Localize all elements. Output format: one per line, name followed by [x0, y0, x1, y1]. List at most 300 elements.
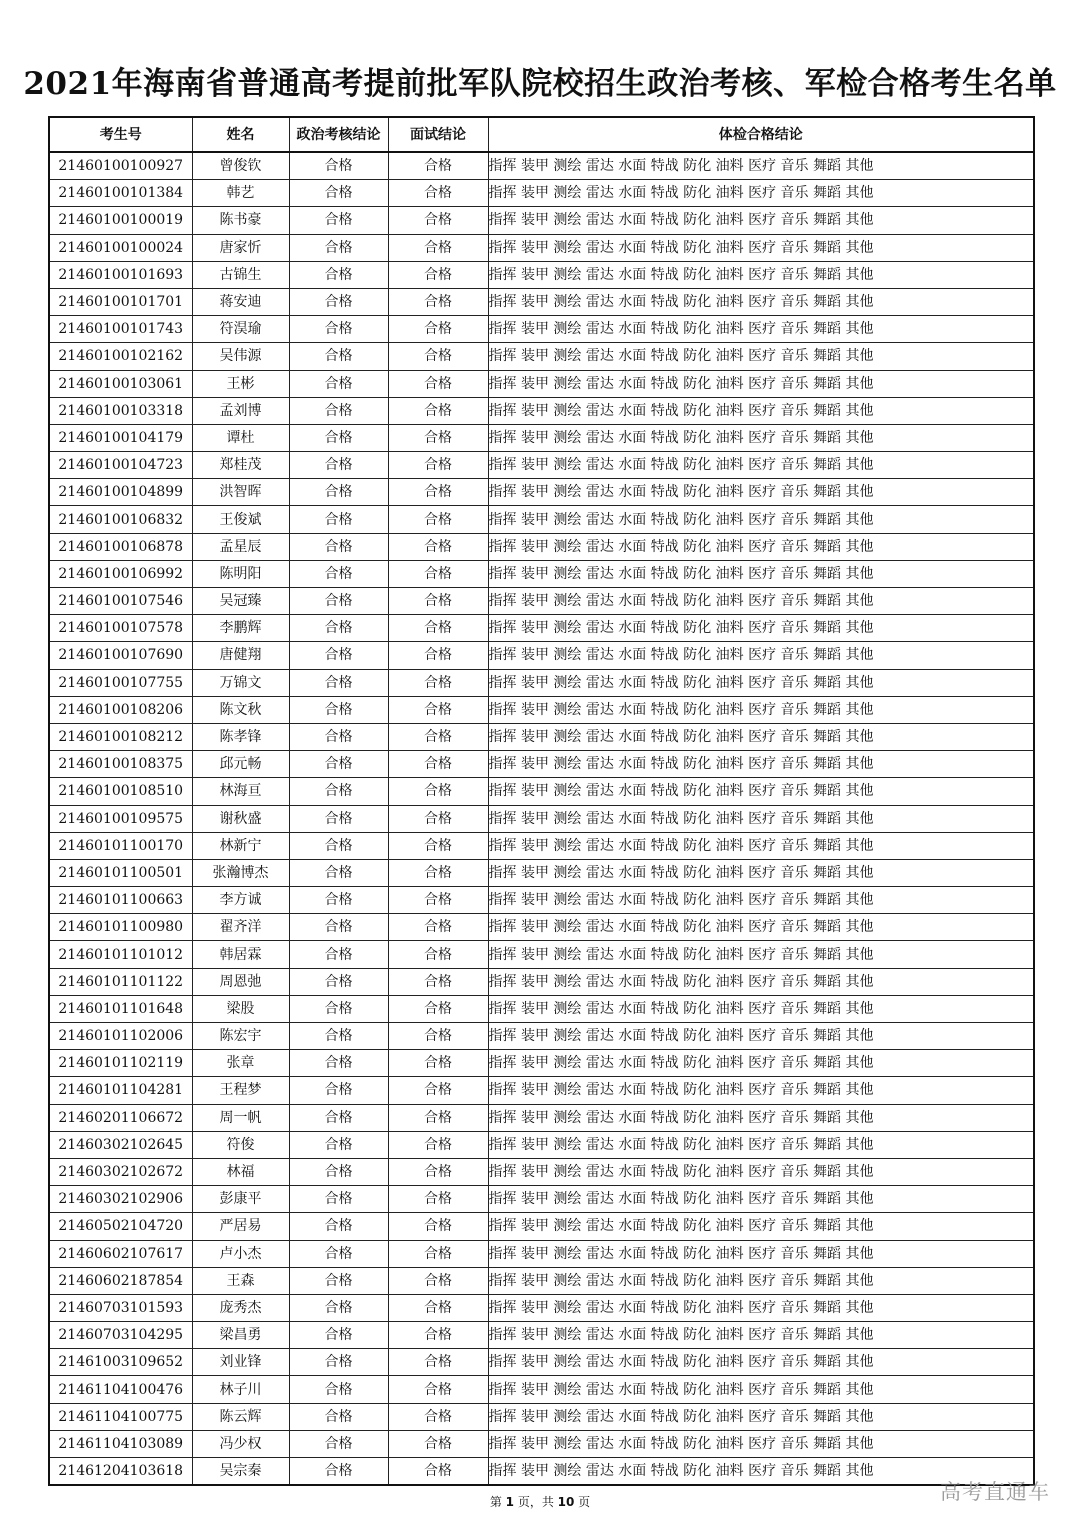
cell-interview: 合格 [388, 1403, 488, 1430]
table-row [49, 152, 1034, 180]
cell-interview: 合格 [388, 1458, 488, 1486]
cell-medical-exam: 指挥 装甲 测绘 雷达 水面 特战 防化 油料 医疗 音乐 舞蹈 其他 [488, 588, 1034, 615]
table-row [49, 533, 1034, 560]
cell-political-review: 合格 [289, 1322, 388, 1349]
cell-exam-id: 21460100106832 [49, 506, 192, 533]
cell-political-review: 合格 [289, 1186, 388, 1213]
cell-medical-exam: 指挥 装甲 测绘 雷达 水面 特战 防化 油料 医疗 音乐 舞蹈 其他 [488, 615, 1034, 642]
cell-medical-exam: 指挥 装甲 测绘 雷达 水面 特战 防化 油料 医疗 音乐 舞蹈 其他 [488, 1158, 1034, 1185]
cell-name: 张瀚博杰 [192, 859, 289, 886]
cell-political-review: 合格 [289, 751, 388, 778]
cell-interview: 合格 [388, 288, 488, 315]
cell-medical-exam: 指挥 装甲 测绘 雷达 水面 特战 防化 油料 医疗 音乐 舞蹈 其他 [488, 968, 1034, 995]
cell-exam-id: 21460100101384 [49, 180, 192, 207]
cell-exam-id: 21460100106992 [49, 560, 192, 587]
candidate-table [48, 116, 1035, 1486]
cell-exam-id: 21460100100927 [49, 152, 192, 180]
cell-exam-id: 21460201106672 [49, 1104, 192, 1131]
cell-exam-id: 21460100101743 [49, 316, 192, 343]
cell-political-review: 合格 [289, 1050, 388, 1077]
table-row [49, 751, 1034, 778]
cell-interview: 合格 [388, 234, 488, 261]
cell-political-review: 合格 [289, 1376, 388, 1403]
cell-medical-exam: 指挥 装甲 测绘 雷达 水面 特战 防化 油料 医疗 音乐 舞蹈 其他 [488, 288, 1034, 315]
cell-interview: 合格 [388, 506, 488, 533]
cell-name: 陈宏宇 [192, 1023, 289, 1050]
cell-exam-id: 21460100107546 [49, 588, 192, 615]
cell-political-review: 合格 [289, 397, 388, 424]
header-interview: 面试结论 [388, 117, 488, 152]
table-row [49, 261, 1034, 288]
cell-political-review: 合格 [289, 1267, 388, 1294]
cell-interview: 合格 [388, 1077, 488, 1104]
cell-political-review: 合格 [289, 914, 388, 941]
table-row [49, 1267, 1034, 1294]
table-row [49, 1403, 1034, 1430]
cell-name: 吴冠臻 [192, 588, 289, 615]
cell-medical-exam: 指挥 装甲 测绘 雷达 水面 特战 防化 油料 医疗 音乐 舞蹈 其他 [488, 397, 1034, 424]
cell-political-review: 合格 [289, 995, 388, 1022]
cell-name: 严居易 [192, 1213, 289, 1240]
cell-exam-id: 21460100108510 [49, 778, 192, 805]
cell-exam-id: 21460101102006 [49, 1023, 192, 1050]
table-row [49, 207, 1034, 234]
cell-exam-id: 21460100101693 [49, 261, 192, 288]
table-row [49, 343, 1034, 370]
cell-political-review: 合格 [289, 887, 388, 914]
cell-name: 陈文秋 [192, 696, 289, 723]
cell-political-review: 合格 [289, 1403, 388, 1430]
table-row [49, 832, 1034, 859]
cell-name: 吴宗秦 [192, 1458, 289, 1486]
cell-exam-id: 21460100107578 [49, 615, 192, 642]
table-row [49, 1158, 1034, 1185]
cell-exam-id: 21461104100476 [49, 1376, 192, 1403]
table-row [49, 1349, 1034, 1376]
cell-name: 翟齐洋 [192, 914, 289, 941]
cell-political-review: 合格 [289, 1430, 388, 1457]
cell-exam-id: 21460100108206 [49, 696, 192, 723]
cell-medical-exam: 指挥 装甲 测绘 雷达 水面 特战 防化 油料 医疗 音乐 舞蹈 其他 [488, 1349, 1034, 1376]
cell-name: 陈孝锋 [192, 723, 289, 750]
cell-exam-id: 21460100108212 [49, 723, 192, 750]
cell-exam-id: 21460502104720 [49, 1213, 192, 1240]
cell-name: 曾俊钦 [192, 152, 289, 180]
cell-political-review: 合格 [289, 941, 388, 968]
cell-medical-exam: 指挥 装甲 测绘 雷达 水面 特战 防化 油料 医疗 音乐 舞蹈 其他 [488, 152, 1034, 180]
cell-interview: 合格 [388, 832, 488, 859]
cell-interview: 合格 [388, 588, 488, 615]
cell-exam-id: 21460602187854 [49, 1267, 192, 1294]
cell-name: 吴伟源 [192, 343, 289, 370]
cell-medical-exam: 指挥 装甲 测绘 雷达 水面 特战 防化 油料 医疗 音乐 舞蹈 其他 [488, 1104, 1034, 1131]
cell-medical-exam: 指挥 装甲 测绘 雷达 水面 特战 防化 油料 医疗 音乐 舞蹈 其他 [488, 859, 1034, 886]
cell-political-review: 合格 [289, 778, 388, 805]
cell-interview: 合格 [388, 1131, 488, 1158]
cell-interview: 合格 [388, 1349, 488, 1376]
table-row [49, 723, 1034, 750]
cell-exam-id: 21460302102645 [49, 1131, 192, 1158]
table-row [49, 479, 1034, 506]
cell-political-review: 合格 [289, 261, 388, 288]
cell-interview: 合格 [388, 261, 488, 288]
cell-exam-id: 21460100103318 [49, 397, 192, 424]
cell-political-review: 合格 [289, 1349, 388, 1376]
cell-political-review: 合格 [289, 1104, 388, 1131]
table-row [49, 615, 1034, 642]
cell-political-review: 合格 [289, 669, 388, 696]
cell-medical-exam: 指挥 装甲 测绘 雷达 水面 特战 防化 油料 医疗 音乐 舞蹈 其他 [488, 723, 1034, 750]
cell-interview: 合格 [388, 887, 488, 914]
cell-political-review: 合格 [289, 588, 388, 615]
cell-interview: 合格 [388, 1186, 488, 1213]
cell-interview: 合格 [388, 207, 488, 234]
table-row [49, 1376, 1034, 1403]
cell-exam-id: 21460100109575 [49, 805, 192, 832]
table-row [49, 696, 1034, 723]
cell-name: 梁股 [192, 995, 289, 1022]
cell-name: 林新宁 [192, 832, 289, 859]
cell-medical-exam: 指挥 装甲 测绘 雷达 水面 特战 防化 油料 医疗 音乐 舞蹈 其他 [488, 560, 1034, 587]
cell-exam-id: 21460101100663 [49, 887, 192, 914]
cell-medical-exam: 指挥 装甲 测绘 雷达 水面 特战 防化 油料 医疗 音乐 舞蹈 其他 [488, 696, 1034, 723]
cell-political-review: 合格 [289, 968, 388, 995]
cell-political-review: 合格 [289, 1131, 388, 1158]
cell-interview: 合格 [388, 1104, 488, 1131]
cell-medical-exam: 指挥 装甲 测绘 雷达 水面 特战 防化 油料 医疗 音乐 舞蹈 其他 [488, 506, 1034, 533]
cell-medical-exam: 指挥 装甲 测绘 雷达 水面 特战 防化 油料 医疗 音乐 舞蹈 其他 [488, 343, 1034, 370]
table-row [49, 887, 1034, 914]
cell-name: 孟星辰 [192, 533, 289, 560]
cell-medical-exam: 指挥 装甲 测绘 雷达 水面 特战 防化 油料 医疗 音乐 舞蹈 其他 [488, 1050, 1034, 1077]
cell-political-review: 合格 [289, 506, 388, 533]
page-footer [0, 1493, 1080, 1510]
cell-exam-id: 21461104103089 [49, 1430, 192, 1457]
cell-name: 谢秋盛 [192, 805, 289, 832]
footer-middle: 页，共 [514, 1495, 558, 1509]
cell-name: 梁昌勇 [192, 1322, 289, 1349]
cell-interview: 合格 [388, 669, 488, 696]
cell-exam-id: 21460100104899 [49, 479, 192, 506]
cell-medical-exam: 指挥 装甲 测绘 雷达 水面 特战 防化 油料 医疗 音乐 舞蹈 其他 [488, 832, 1034, 859]
header-exam-id: 考生号 [49, 117, 192, 152]
cell-medical-exam: 指挥 装甲 测绘 雷达 水面 特战 防化 油料 医疗 音乐 舞蹈 其他 [488, 1430, 1034, 1457]
cell-interview: 合格 [388, 995, 488, 1022]
cell-medical-exam: 指挥 装甲 测绘 雷达 水面 特战 防化 油料 医疗 音乐 舞蹈 其他 [488, 234, 1034, 261]
table-row [49, 424, 1034, 451]
cell-interview: 合格 [388, 180, 488, 207]
cell-exam-id: 21460100107755 [49, 669, 192, 696]
cell-name: 周恩弛 [192, 968, 289, 995]
table-row [49, 1077, 1034, 1104]
page-title: 2021年海南省普通高考提前批军队院校招生政治考核、军检合格考生名单 [23, 66, 1057, 102]
cell-exam-id: 21460100102162 [49, 343, 192, 370]
cell-exam-id: 21461104100775 [49, 1403, 192, 1430]
cell-medical-exam: 指挥 装甲 测绘 雷达 水面 特战 防化 油料 医疗 音乐 舞蹈 其他 [488, 479, 1034, 506]
table-row [49, 1213, 1034, 1240]
cell-name: 邱元畅 [192, 751, 289, 778]
table-row [49, 506, 1034, 533]
cell-name: 郑桂茂 [192, 452, 289, 479]
cell-medical-exam: 指挥 装甲 测绘 雷达 水面 特战 防化 油料 医疗 音乐 舞蹈 其他 [488, 1077, 1034, 1104]
cell-political-review: 合格 [289, 479, 388, 506]
cell-name: 王俊斌 [192, 506, 289, 533]
cell-interview: 合格 [388, 1267, 488, 1294]
header-name: 姓名 [192, 117, 289, 152]
cell-name: 林子川 [192, 1376, 289, 1403]
table-row [49, 1458, 1034, 1486]
cell-name: 林福 [192, 1158, 289, 1185]
cell-political-review: 合格 [289, 1158, 388, 1185]
cell-political-review: 合格 [289, 424, 388, 451]
cell-interview: 合格 [388, 452, 488, 479]
cell-exam-id: 21460101104281 [49, 1077, 192, 1104]
cell-interview: 合格 [388, 397, 488, 424]
table-body [49, 152, 1034, 1485]
cell-exam-id: 21460101101648 [49, 995, 192, 1022]
table-header-row [49, 117, 1034, 152]
cell-medical-exam: 指挥 装甲 测绘 雷达 水面 特战 防化 油料 医疗 音乐 舞蹈 其他 [488, 1023, 1034, 1050]
table-row [49, 560, 1034, 587]
cell-political-review: 合格 [289, 723, 388, 750]
cell-exam-id: 21460101100501 [49, 859, 192, 886]
table-row [49, 1322, 1034, 1349]
cell-exam-id: 21460100104179 [49, 424, 192, 451]
cell-interview: 合格 [388, 941, 488, 968]
cell-interview: 合格 [388, 370, 488, 397]
table-row [49, 588, 1034, 615]
cell-political-review: 合格 [289, 832, 388, 859]
cell-interview: 合格 [388, 1213, 488, 1240]
cell-political-review: 合格 [289, 1294, 388, 1321]
cell-name: 唐家忻 [192, 234, 289, 261]
cell-interview: 合格 [388, 696, 488, 723]
cell-medical-exam: 指挥 装甲 测绘 雷达 水面 特战 防化 油料 医疗 音乐 舞蹈 其他 [488, 316, 1034, 343]
cell-exam-id: 21460302102672 [49, 1158, 192, 1185]
table-row [49, 1430, 1034, 1457]
cell-interview: 合格 [388, 859, 488, 886]
table-row [49, 1294, 1034, 1321]
cell-exam-id: 21460602107617 [49, 1240, 192, 1267]
cell-name: 冯少权 [192, 1430, 289, 1457]
table-row [49, 859, 1034, 886]
cell-exam-id: 21461204103618 [49, 1458, 192, 1486]
cell-interview: 合格 [388, 560, 488, 587]
table-row [49, 642, 1034, 669]
cell-medical-exam: 指挥 装甲 测绘 雷达 水面 特战 防化 油料 医疗 音乐 舞蹈 其他 [488, 1376, 1034, 1403]
cell-political-review: 合格 [289, 696, 388, 723]
cell-political-review: 合格 [289, 452, 388, 479]
cell-name: 卢小杰 [192, 1240, 289, 1267]
cell-name: 万锦文 [192, 669, 289, 696]
cell-exam-id: 21460101101012 [49, 941, 192, 968]
cell-interview: 合格 [388, 805, 488, 832]
footer-prefix: 第 [489, 1495, 506, 1509]
cell-interview: 合格 [388, 615, 488, 642]
cell-political-review: 合格 [289, 642, 388, 669]
cell-medical-exam: 指挥 装甲 测绘 雷达 水面 特战 防化 油料 医疗 音乐 舞蹈 其他 [488, 1403, 1034, 1430]
cell-exam-id: 21460703101593 [49, 1294, 192, 1321]
table-row [49, 1240, 1034, 1267]
cell-medical-exam: 指挥 装甲 测绘 雷达 水面 特战 防化 油料 医疗 音乐 舞蹈 其他 [488, 751, 1034, 778]
cell-exam-id: 21461003109652 [49, 1349, 192, 1376]
table-row [49, 995, 1034, 1022]
table-row [49, 1023, 1034, 1050]
cell-exam-id: 21460703104295 [49, 1322, 192, 1349]
cell-interview: 合格 [388, 1322, 488, 1349]
cell-medical-exam: 指挥 装甲 测绘 雷达 水面 特战 防化 油料 医疗 音乐 舞蹈 其他 [488, 1322, 1034, 1349]
cell-exam-id: 21460100108375 [49, 751, 192, 778]
table-row [49, 452, 1034, 479]
cell-political-review: 合格 [289, 370, 388, 397]
table-row [49, 1131, 1034, 1158]
cell-medical-exam: 指挥 装甲 测绘 雷达 水面 特战 防化 油料 医疗 音乐 舞蹈 其他 [488, 995, 1034, 1022]
cell-name: 韩艺 [192, 180, 289, 207]
cell-political-review: 合格 [289, 615, 388, 642]
cell-medical-exam: 指挥 装甲 测绘 雷达 水面 特战 防化 油料 医疗 音乐 舞蹈 其他 [488, 261, 1034, 288]
cell-interview: 合格 [388, 1294, 488, 1321]
cell-medical-exam: 指挥 装甲 测绘 雷达 水面 特战 防化 油料 医疗 音乐 舞蹈 其他 [488, 424, 1034, 451]
cell-interview: 合格 [388, 723, 488, 750]
cell-medical-exam: 指挥 装甲 测绘 雷达 水面 特战 防化 油料 医疗 音乐 舞蹈 其他 [488, 533, 1034, 560]
cell-medical-exam: 指挥 装甲 测绘 雷达 水面 特战 防化 油料 医疗 音乐 舞蹈 其他 [488, 1213, 1034, 1240]
cell-medical-exam: 指挥 装甲 测绘 雷达 水面 特战 防化 油料 医疗 音乐 舞蹈 其他 [488, 805, 1034, 832]
table-row [49, 1050, 1034, 1077]
cell-name: 彭康平 [192, 1186, 289, 1213]
cell-name: 唐健翔 [192, 642, 289, 669]
cell-name: 韩居霖 [192, 941, 289, 968]
footer-suffix: 页 [574, 1495, 591, 1509]
cell-political-review: 合格 [289, 180, 388, 207]
cell-name: 符淏瑜 [192, 316, 289, 343]
cell-medical-exam: 指挥 装甲 测绘 雷达 水面 特战 防化 油料 医疗 音乐 舞蹈 其他 [488, 1294, 1034, 1321]
table-row [49, 288, 1034, 315]
cell-name: 王彬 [192, 370, 289, 397]
table-row [49, 914, 1034, 941]
cell-interview: 合格 [388, 152, 488, 180]
cell-exam-id: 21460100104723 [49, 452, 192, 479]
cell-name: 洪智晖 [192, 479, 289, 506]
cell-name: 古锦生 [192, 261, 289, 288]
cell-exam-id: 21460101100980 [49, 914, 192, 941]
cell-political-review: 合格 [289, 234, 388, 261]
cell-name: 蒋安迪 [192, 288, 289, 315]
cell-exam-id: 21460100103061 [49, 370, 192, 397]
cell-name: 谭杜 [192, 424, 289, 451]
cell-name: 陈云辉 [192, 1403, 289, 1430]
cell-medical-exam: 指挥 装甲 测绘 雷达 水面 特战 防化 油料 医疗 音乐 舞蹈 其他 [488, 914, 1034, 941]
cell-interview: 合格 [388, 1023, 488, 1050]
header-political-review: 政治考核结论 [289, 117, 388, 152]
cell-name: 庞秀杰 [192, 1294, 289, 1321]
table-row [49, 1186, 1034, 1213]
cell-medical-exam: 指挥 装甲 测绘 雷达 水面 特战 防化 油料 医疗 音乐 舞蹈 其他 [488, 642, 1034, 669]
cell-name: 张章 [192, 1050, 289, 1077]
cell-exam-id: 21460100107690 [49, 642, 192, 669]
cell-interview: 合格 [388, 424, 488, 451]
cell-exam-id: 21460302102906 [49, 1186, 192, 1213]
cell-medical-exam: 指挥 装甲 测绘 雷达 水面 特战 防化 油料 医疗 音乐 舞蹈 其他 [488, 452, 1034, 479]
cell-medical-exam: 指挥 装甲 测绘 雷达 水面 特战 防化 油料 医疗 音乐 舞蹈 其他 [488, 180, 1034, 207]
cell-name: 王森 [192, 1267, 289, 1294]
cell-name: 刘业锋 [192, 1349, 289, 1376]
table-row [49, 941, 1034, 968]
table-row [49, 370, 1034, 397]
cell-political-review: 合格 [289, 1023, 388, 1050]
cell-political-review: 合格 [289, 533, 388, 560]
cell-interview: 合格 [388, 1430, 488, 1457]
table-row [49, 316, 1034, 343]
cell-exam-id: 21460100101701 [49, 288, 192, 315]
table-row [49, 234, 1034, 261]
cell-interview: 合格 [388, 316, 488, 343]
cell-medical-exam: 指挥 装甲 测绘 雷达 水面 特战 防化 油料 医疗 音乐 舞蹈 其他 [488, 669, 1034, 696]
cell-interview: 合格 [388, 1158, 488, 1185]
cell-interview: 合格 [388, 479, 488, 506]
cell-medical-exam: 指挥 装甲 测绘 雷达 水面 特战 防化 油料 医疗 音乐 舞蹈 其他 [488, 370, 1034, 397]
cell-political-review: 合格 [289, 207, 388, 234]
table-row [49, 1104, 1034, 1131]
cell-medical-exam: 指挥 装甲 测绘 雷达 水面 特战 防化 油料 医疗 音乐 舞蹈 其他 [488, 1240, 1034, 1267]
watermark: 高考直通车 [940, 1480, 1050, 1504]
cell-exam-id: 21460101102119 [49, 1050, 192, 1077]
header-medical-exam: 体检合格结论 [488, 117, 1034, 152]
cell-name: 陈明阳 [192, 560, 289, 587]
cell-name: 周一帆 [192, 1104, 289, 1131]
cell-name: 陈书豪 [192, 207, 289, 234]
cell-exam-id: 21460101100170 [49, 832, 192, 859]
footer-page-number: 1 [505, 1495, 514, 1509]
cell-name: 孟刘博 [192, 397, 289, 424]
cell-political-review: 合格 [289, 1077, 388, 1104]
cell-exam-id: 21460101101122 [49, 968, 192, 995]
cell-medical-exam: 指挥 装甲 测绘 雷达 水面 特战 防化 油料 医疗 音乐 舞蹈 其他 [488, 1458, 1034, 1486]
cell-name: 林海亘 [192, 778, 289, 805]
footer-total-pages: 10 [557, 1495, 575, 1509]
table-row [49, 778, 1034, 805]
cell-medical-exam: 指挥 装甲 测绘 雷达 水面 特战 防化 油料 医疗 音乐 舞蹈 其他 [488, 778, 1034, 805]
table-row [49, 805, 1034, 832]
cell-interview: 合格 [388, 1050, 488, 1077]
cell-political-review: 合格 [289, 343, 388, 370]
cell-interview: 合格 [388, 1376, 488, 1403]
cell-medical-exam: 指挥 装甲 测绘 雷达 水面 特战 防化 油料 医疗 音乐 舞蹈 其他 [488, 1131, 1034, 1158]
cell-political-review: 合格 [289, 560, 388, 587]
cell-political-review: 合格 [289, 1213, 388, 1240]
cell-political-review: 合格 [289, 1240, 388, 1267]
cell-name: 符俊 [192, 1131, 289, 1158]
table-row [49, 397, 1034, 424]
cell-interview: 合格 [388, 1240, 488, 1267]
cell-name: 李鹏辉 [192, 615, 289, 642]
table-row [49, 180, 1034, 207]
cell-political-review: 合格 [289, 288, 388, 315]
cell-interview: 合格 [388, 914, 488, 941]
cell-political-review: 合格 [289, 805, 388, 832]
cell-political-review: 合格 [289, 859, 388, 886]
cell-medical-exam: 指挥 装甲 测绘 雷达 水面 特战 防化 油料 医疗 音乐 舞蹈 其他 [488, 207, 1034, 234]
cell-name: 王程梦 [192, 1077, 289, 1104]
cell-interview: 合格 [388, 778, 488, 805]
cell-interview: 合格 [388, 343, 488, 370]
cell-political-review: 合格 [289, 152, 388, 180]
table-row [49, 669, 1034, 696]
cell-medical-exam: 指挥 装甲 测绘 雷达 水面 特战 防化 油料 医疗 音乐 舞蹈 其他 [488, 1186, 1034, 1213]
cell-name: 李方诚 [192, 887, 289, 914]
cell-political-review: 合格 [289, 316, 388, 343]
cell-medical-exam: 指挥 装甲 测绘 雷达 水面 特战 防化 油料 医疗 音乐 舞蹈 其他 [488, 941, 1034, 968]
cell-interview: 合格 [388, 751, 488, 778]
